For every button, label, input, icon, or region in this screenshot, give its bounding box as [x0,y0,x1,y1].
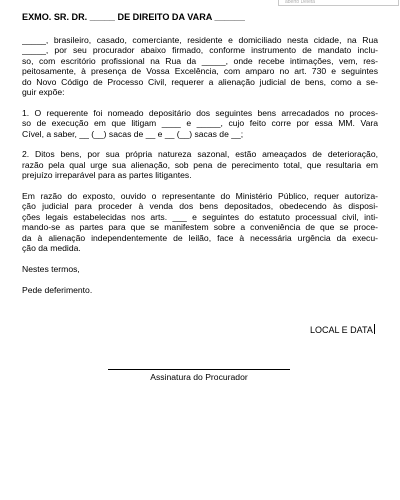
text-line: prejuízo irreparável para as partes litigantes. [22,170,192,181]
text-line: da à alienação independentemente de leilão, face à necessária urgência da execu- [22,232,378,243]
signature-line [108,369,290,370]
text-line: _____, por seu procurador abaixo firmado, conforme instrumento de mandato inclu- [22,45,378,56]
request-paragraph [22,191,378,253]
text-line: do Novo Código de Processo Civil, requerer a alienação judicial de bens, como a se- [22,76,378,87]
text-line: peitosamente, à presença de Vossa Excelência, com amparo no art. 730 e seguintes [22,66,378,77]
intro-paragraph [22,35,378,97]
text-line: so de execução em que litigam ____ e _____, cujo feito corre por essa MM. Vara [22,118,378,129]
closing-request [22,285,378,295]
signature-label: Assinatura do Procurador [150,372,248,382]
text-cursor [374,324,375,334]
item-1-paragraph [22,108,378,139]
document-body [22,35,378,305]
text-line: Cível, a saber, __ (__) sacas de __ e __ (__) sacas de __; [22,128,244,139]
document-header: EXMO. SR. DR. _____ DE DIREITO DA VARA ______ [22,12,245,22]
text-line: guir expõe: [22,87,65,98]
text-line: Em razão do exposto, ouvido o representante do Ministério Público, requer autoriza- [22,191,378,202]
text-line: ção da medida. [22,243,81,254]
text-line: Nestes termos, [22,263,80,274]
text-line: ções legais estabelecidas nos arts. ___ e seguintes do estatuto processual civil, inti- [22,211,378,222]
text-line: mando-se as partes para que se manifestem sobre a conveniência de que se proce- [22,222,378,233]
text-line: _____, brasileiro, casado, comerciante, residente e domiciliado nesta cidade, na Rua [22,35,378,45]
text-line: 2. Ditos bens, por sua própria natureza sazonal, estão ameaçados de deterioração, [22,149,378,160]
top-input-field[interactable]: aberto Deleta [278,0,399,6]
text-line: ção judicial para proceder à venda dos bens depositados, obedecendo às disposi- [22,201,378,212]
text-line: 1. O requerente foi nomeado depositário dos seguintes bens arrecadados no proces- [22,107,378,118]
text-line: so, com escritório profissional na Rua da _____, onde recebe intimações, vem, res- [22,55,378,66]
closing-terms [22,264,378,274]
location-date-text: LOCAL E DATA [310,325,373,335]
item-2-paragraph [22,149,378,180]
text-line: razão pela qual urge sua alienação, sob pena de perecimento total, que resultaria em [22,159,378,170]
location-date[interactable] [310,324,375,335]
text-line: Pede deferimento. [22,284,93,295]
